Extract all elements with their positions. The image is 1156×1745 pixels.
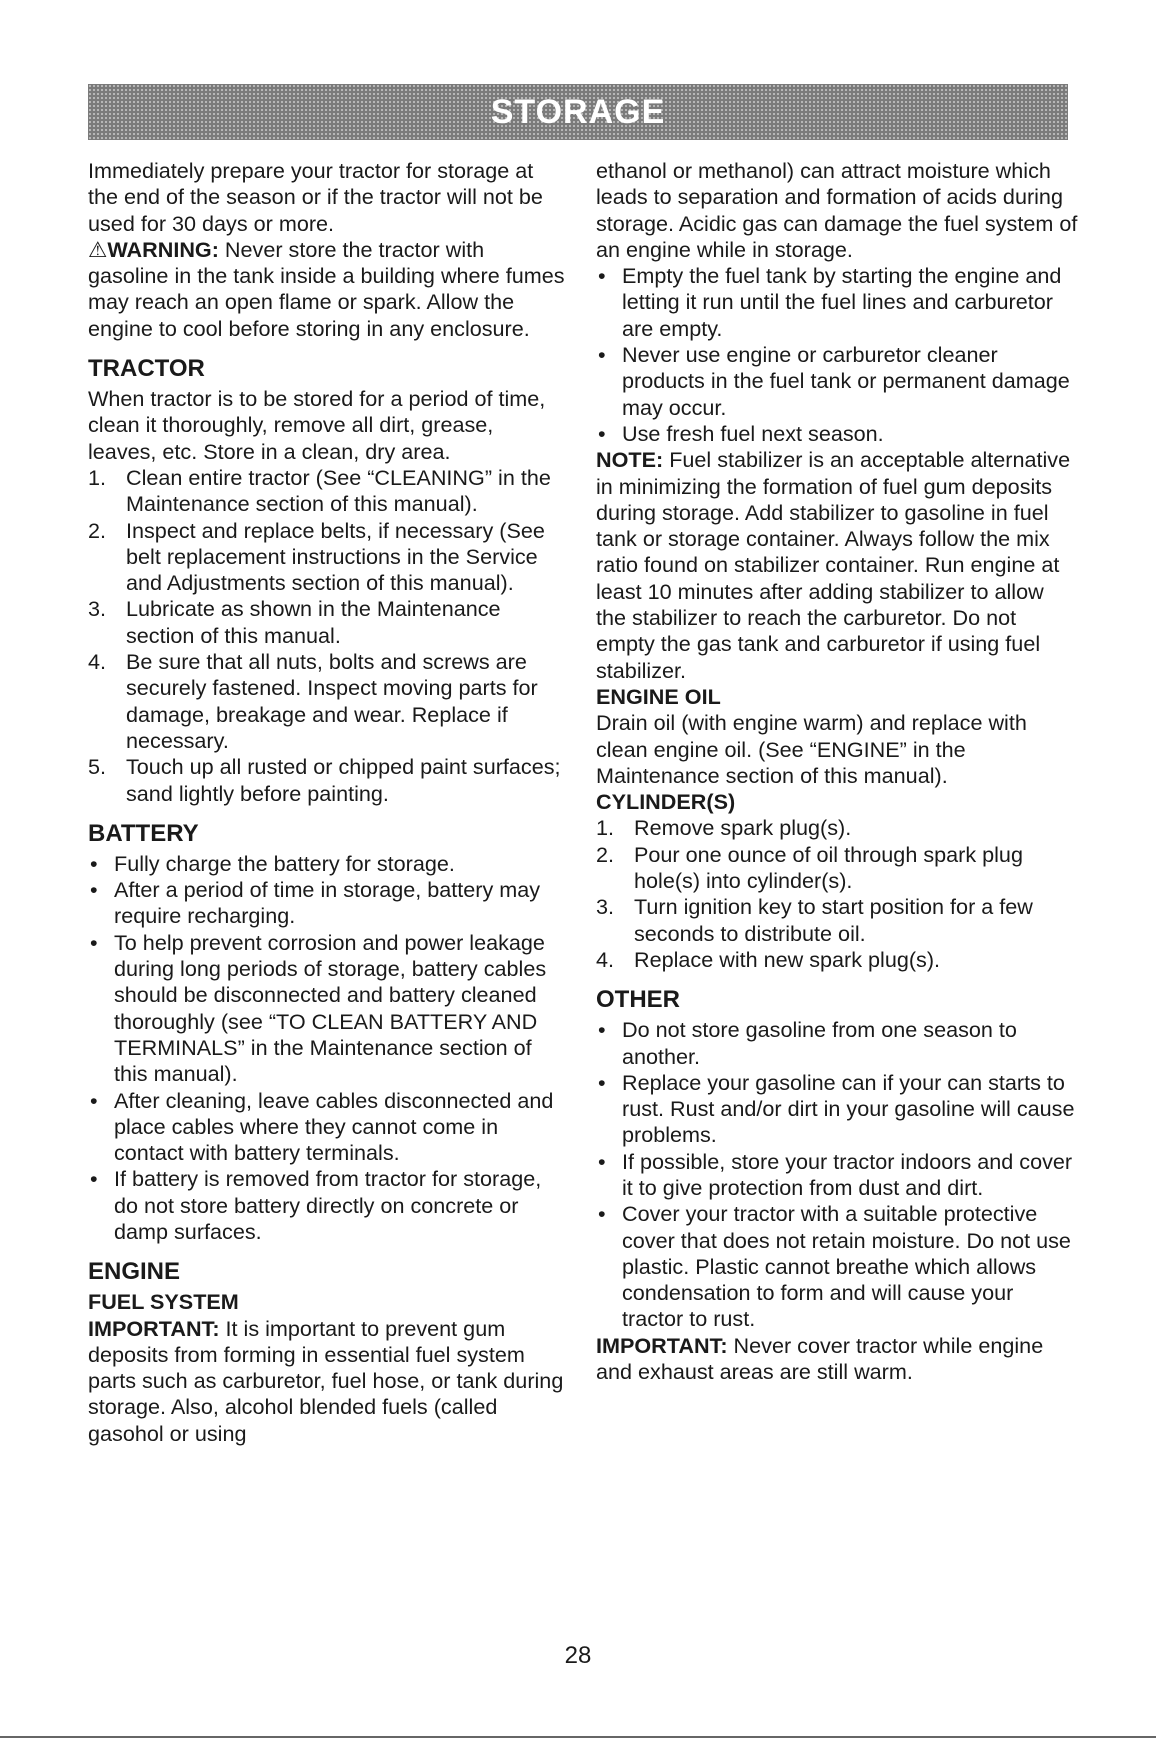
- step-text: Remove spark plug(s).: [634, 815, 852, 841]
- step-text: Turn ignition key to start position for a few seconds to distribute oil.: [634, 894, 1033, 946]
- list-item: [596, 842, 1078, 895]
- bullet-icon: •: [90, 877, 98, 903]
- cylinder-steps: [596, 815, 1078, 973]
- bullet-icon: •: [598, 1017, 606, 1043]
- bullet-icon: •: [598, 420, 606, 446]
- list-item: [596, 1149, 1078, 1202]
- list-item: [88, 1088, 566, 1167]
- list-item: [88, 465, 566, 518]
- list-item: [88, 596, 566, 649]
- list-item: [596, 1201, 1078, 1332]
- step-number: 4.: [88, 649, 107, 675]
- bullet-icon: •: [598, 1148, 606, 1174]
- cylinders-heading: CYLINDER(S): [596, 789, 736, 815]
- bullet-text: Never use engine or carburetor cleaner products in the fuel tank or permanent damage may occur.: [622, 342, 1070, 420]
- important-label: IMPORTANT:: [596, 1332, 728, 1358]
- list-item: [596, 947, 1078, 973]
- bullet-icon: •: [90, 850, 98, 876]
- step-text: Lubricate as shown in the Maintenance section of this manual.: [126, 596, 501, 648]
- note-label: NOTE:: [596, 447, 664, 473]
- bullet-text: To help prevent corrosion and power leakage during long periods of storage, battery cables should be disconnected and battery cleaned thoroughly (see “TO CLEAN BATTERY AND TERMINALS” in the Maintenance section of this manual).: [114, 929, 547, 1087]
- bullet-text: If battery is removed from tractor for storage, do not store battery directly on concrete or damp surfaces.: [114, 1166, 542, 1244]
- warning-label: WARNING:: [107, 236, 219, 262]
- page-title: STORAGE: [490, 92, 666, 131]
- note-text: Fuel stabilizer is an acceptable alternative in minimizing the formation of fuel gum deposits during storage. Add stabilizer to gasoline in fuel tank or storage container. Always follow the mix ratio found on stabilizer container. Run engine at least 10 minutes after adding stabilizer to allow the stabilizer to reach the carburetor. Do not empty the gas tank and carburetor if using fuel stabilizer.: [596, 447, 1071, 683]
- list-item: [88, 1166, 566, 1245]
- bullet-text: If possible, store your tractor indoors and cover it to give protection from dust and dirt.: [622, 1148, 1073, 1200]
- bullet-icon: •: [598, 342, 606, 368]
- list-item: [596, 263, 1078, 342]
- step-text: Clean entire tractor (See “CLEANING” in the Maintenance section of this manual).: [126, 464, 551, 517]
- engine-oil-heading: ENGINE OIL: [596, 683, 721, 709]
- step-number: 3.: [88, 596, 107, 622]
- bullet-icon: •: [90, 1087, 98, 1113]
- bullet-text: Empty the fuel tank by starting the engine and letting it run until the fuel lines and carburetor are empty.: [622, 263, 1062, 341]
- storage-banner: [88, 84, 1068, 140]
- tractor-steps: [88, 465, 566, 807]
- fuel-important-paragraph: [88, 1316, 566, 1447]
- step-text: Be sure that all nuts, bolts and screws are securely fastened. Inspect moving parts for damage, breakage and wear. Replace if necessary.: [126, 649, 538, 753]
- step-number: 5.: [88, 754, 107, 780]
- bottom-rule: [0, 1736, 1156, 1738]
- intro-paragraph: Immediately prepare your tractor for storage at the end of the season or if the tractor will not be used for 30 days or more.: [88, 158, 543, 236]
- bullet-text: After a period of time in storage, battery may require recharging.: [114, 877, 541, 929]
- step-text: Inspect and replace belts, if necessary (See belt replacement instructions in the Service and Adjustments section of this manual).: [126, 517, 545, 596]
- bullet-text: Do not store gasoline from one season to another.: [622, 1017, 1017, 1069]
- step-text: Touch up all rusted or chipped paint surfaces; sand lightly before painting.: [126, 754, 561, 806]
- important-text: It is important to prevent gum deposits from forming in essential fuel system parts such as carburetor, fuel hose, or tank during storage. Also, alcohol blended fuels (called gasohol or using: [88, 1315, 564, 1446]
- other-heading: OTHER: [596, 986, 680, 1014]
- engine-oil-paragraph: Drain oil (with engine warm) and replace with clean engine oil. (See “ENGINE” in the Maintenance section of this manual).: [596, 710, 1027, 788]
- other-bullets: [596, 1017, 1078, 1333]
- list-item: [88, 649, 566, 754]
- final-important-paragraph: [596, 1333, 1078, 1386]
- bullet-icon: •: [90, 1166, 98, 1192]
- warning-text: Never store the tractor with gasoline in the tank inside a building where fumes may reach an open flame or spark. Allow the engine to cool before storing in any enclosure.: [88, 236, 565, 341]
- step-number: 2.: [596, 841, 615, 867]
- list-item: [596, 894, 1078, 947]
- battery-bullets: [88, 851, 566, 1245]
- list-item: [88, 754, 566, 807]
- engine-heading: ENGINE: [88, 1258, 181, 1286]
- battery-heading: BATTERY: [88, 819, 199, 847]
- important-label: IMPORTANT:: [88, 1315, 220, 1341]
- continued-paragraph: ethanol or methanol) can attract moisture which leads to separation and formation of acids during storage. Acidic gas can damage the fuel system of an engine while in storage.: [596, 158, 1078, 262]
- tractor-intro: When tractor is to be stored for a period of time, clean it thoroughly, remove all dirt, grease, leaves, etc. Store in a clean, dry area.: [88, 386, 546, 464]
- list-item: [596, 1017, 1078, 1070]
- step-number: 3.: [596, 894, 615, 920]
- bullet-icon: •: [598, 1201, 606, 1227]
- list-item: [596, 1070, 1078, 1149]
- list-item: [88, 518, 566, 597]
- left-column: [88, 158, 566, 1447]
- fuel-bullets: [596, 263, 1078, 447]
- list-item: [596, 815, 1078, 841]
- bullet-text: Cover your tractor with a suitable protective cover that does not retain moisture. Do not use plastic. Plastic cannot breathe which allows condensation to form and will cause your tractor to rust.: [622, 1201, 1071, 1332]
- note-paragraph: [596, 447, 1078, 684]
- fuel-system-heading: FUEL SYSTEM: [88, 1289, 239, 1315]
- list-item: [596, 421, 1078, 447]
- page-number: 28: [564, 1642, 592, 1669]
- step-number: 1.: [88, 464, 107, 490]
- bullet-icon: •: [598, 1069, 606, 1095]
- list-item: [88, 930, 566, 1088]
- right-column: [596, 158, 1078, 1385]
- warning-icon: ⚠: [88, 236, 108, 262]
- important-text: Never cover tractor while engine and exhaust areas are still warm.: [596, 1332, 1044, 1385]
- step-text: Replace with new spark plug(s).: [634, 946, 941, 972]
- step-number: 1.: [596, 815, 615, 841]
- bullet-icon: •: [598, 263, 606, 289]
- bullet-icon: •: [90, 929, 98, 955]
- warning-paragraph: [88, 237, 566, 342]
- list-item: [596, 342, 1078, 421]
- list-item: [88, 851, 566, 877]
- tractor-heading: TRACTOR: [88, 355, 205, 383]
- step-number: 4.: [596, 946, 615, 972]
- bullet-text: Fully charge the battery for storage.: [114, 850, 455, 876]
- list-item: [88, 877, 566, 930]
- step-text: Pour one ounce of oil through spark plug hole(s) into cylinder(s).: [634, 841, 1023, 894]
- step-number: 2.: [88, 517, 107, 543]
- bullet-text: Use fresh fuel next season.: [622, 420, 884, 446]
- bullet-text: After cleaning, leave cables disconnected and place cables where they cannot come in contact with battery terminals.: [114, 1087, 554, 1166]
- bullet-text: Replace your gasoline can if your can starts to rust. Rust and/or dirt in your gasoline will cause problems.: [622, 1069, 1075, 1148]
